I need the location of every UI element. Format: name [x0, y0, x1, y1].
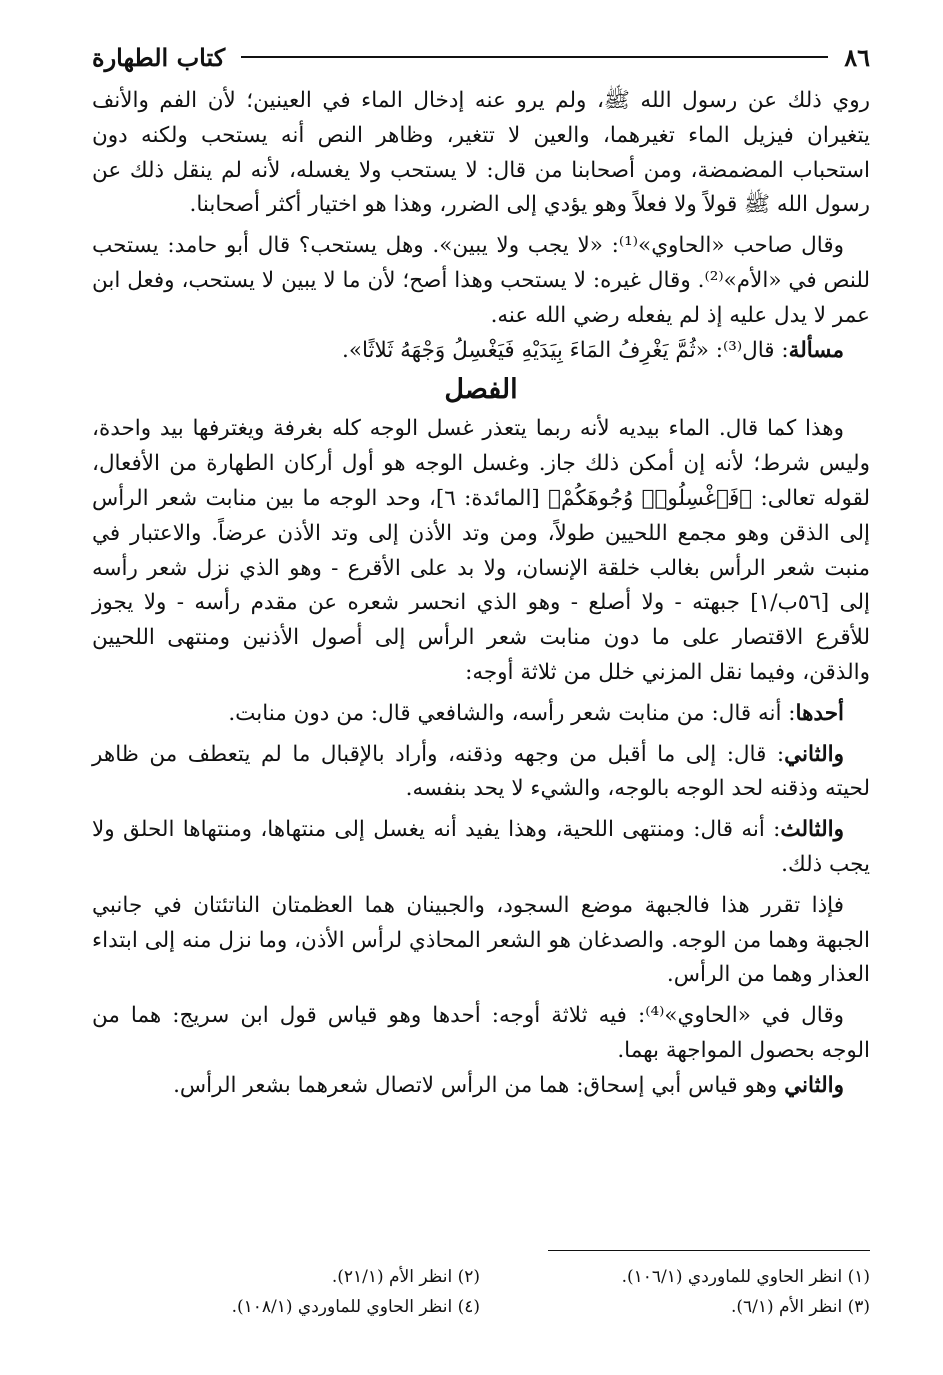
paragraph: وقال في «الحاوي»⁽⁴⁾: فيه ثلاثة أوجه: أحدها وهو قياس قول ابن سريج: هما من الوجه بحصول المواجهة بهما.	[92, 1003, 870, 1063]
footnote: (٢) انظر الأم (٢١/١).	[331, 1267, 480, 1287]
page-number: ٨٦	[844, 42, 870, 72]
page-header	[92, 40, 870, 74]
wajh-item	[92, 813, 870, 883]
wajh-label: والثالث	[780, 817, 844, 843]
wajh-label: والثاني	[784, 741, 844, 767]
paragraph: وقال صاحب «الحاوي»⁽¹⁾: «لا يجب ولا يبين». وهل يستحب؟ قال أبو حامد: يستحب للنص في «الأم»⁽²⁾. وقال غيره: لا يستحب وهذا أصح؛ لأن ما لا يبين لا يستحب، وفعل ابن عمر لا يدل عليه إذ لم يفعله رضي الله عنه.	[92, 233, 870, 328]
masala-text: : قال⁽³⁾: «ثُمَّ يَغْرِفُ المَاءَ بِيَدَيْهِ فَيَغْسِلُ وَجْهَهُ ثَلاثًا».	[341, 337, 789, 363]
section-title: الفصل	[444, 374, 518, 406]
book-title: كتاب الطهارة	[92, 42, 226, 72]
wajh-label: أحدها	[795, 700, 844, 726]
masala-line	[92, 334, 870, 369]
wajh-item	[92, 738, 870, 808]
wajh-text: : أنه قال: ومنتهى اللحية، وهذا يفيد أنه يغسل إلى منتهاها، ومنتهاها الحلق ولا يجب ذلك.	[92, 817, 870, 877]
masala-label: مسألة	[788, 337, 844, 363]
footnotes	[160, 1262, 870, 1322]
page-body	[92, 84, 870, 1104]
footnote: (١) انظر الحاوي للماوردي (١٠٦/١).	[621, 1267, 870, 1287]
footnote-separator	[548, 1250, 870, 1251]
last-line	[92, 1069, 870, 1104]
footnote: (٤) انظر الحاوي للماوردي (١٠٨/١).	[231, 1297, 480, 1317]
paragraph: فإذا تقرر هذا فالجبهة موضع السجود، والجبينان هما العظمتان الناتئتان في جانبي الجبهة وهما من الوجه. والصدغان هو الشعر المحاذي لرأس الأذن، وما نزل منه إلى ابتداء العذار وهما من الرأس.	[92, 892, 870, 988]
wajh-text: : أنه قال: من منابت شعر رأسه، والشافعي قال: من دون منابت.	[228, 700, 796, 726]
footnote: (٣) انظر الأم (٦/١).	[730, 1297, 870, 1317]
wajh-text: : قال: إلى ما أقبل من وجهه وذقنه، وأراد بالإقبال ما لم يتعطف من ظاهر لحيته وذقنه لحد الوجه بالوجه، والشيء لا يحد بنفسه.	[92, 741, 870, 802]
wajh-item	[92, 697, 870, 732]
paragraph: روي ذلك عن رسول الله ﷺ، ولم يرو عنه إدخال الماء في العينين؛ لأن الفم والأنف يتغيران فيزيل الماء تغيرهما، والعين لا تتغير، وظاهر النص أنه يستحب ولكنه دون استحباب المضمضة، ومن أصحابنا من قال: لا يستحب ولا يغسله، لأنه لم ينقل ذلك عن رسول الله ﷺ قولاً ولا فعلاً وهو يؤدي إلى الضرر، وهذا هو اختيار أكثر أصحابنا.	[92, 88, 870, 218]
last-text: وهو قياس أبي إسحاق: هما من الرأس لاتصال شعرهما بشعر الرأس.	[173, 1072, 785, 1098]
last-label: والثاني	[784, 1072, 844, 1098]
paragraph: وهذا كما قال. الماء بيديه لأنه ربما يتعذر غسل الوجه كله بغرفة ويغترفها بيد واحدة، وليس شرط؛ لأنه إن أمكن ذلك جاز. وغسل الوجه هو أول أركان الطهارة من الأفعال، لقوله تعالى: ﴿فَٱغْسِلُوا۟ وُجُوهَكُمْ﴾ [المائدة: ٦]، وحد الوجه ما بين منابت شعر الرأس إلى الذقن وهو مجمع اللحيين طولاً، ومن وتد الأذن إلى وتد الأذن عرضاً. والاعتبار في منبت شعر الرأس بغالب خلقة الإنسان، ولا بد على الأقرع - وهو الذي نزل شعر رأسه إلى [٥٦ب/١] جبهته - ولا أصلع - وهو الذي انحسر شعره عن مقدم رأسه - ولا يجوز للأقرع الاقتصار على ما دون منابت شعر الرأس إلى أصول الأذنين ومنتهى اللحيين والذقن، وفيما نقل المزني خلل من ثلاثة أوجه:	[92, 416, 871, 685]
header-rule	[241, 56, 828, 58]
